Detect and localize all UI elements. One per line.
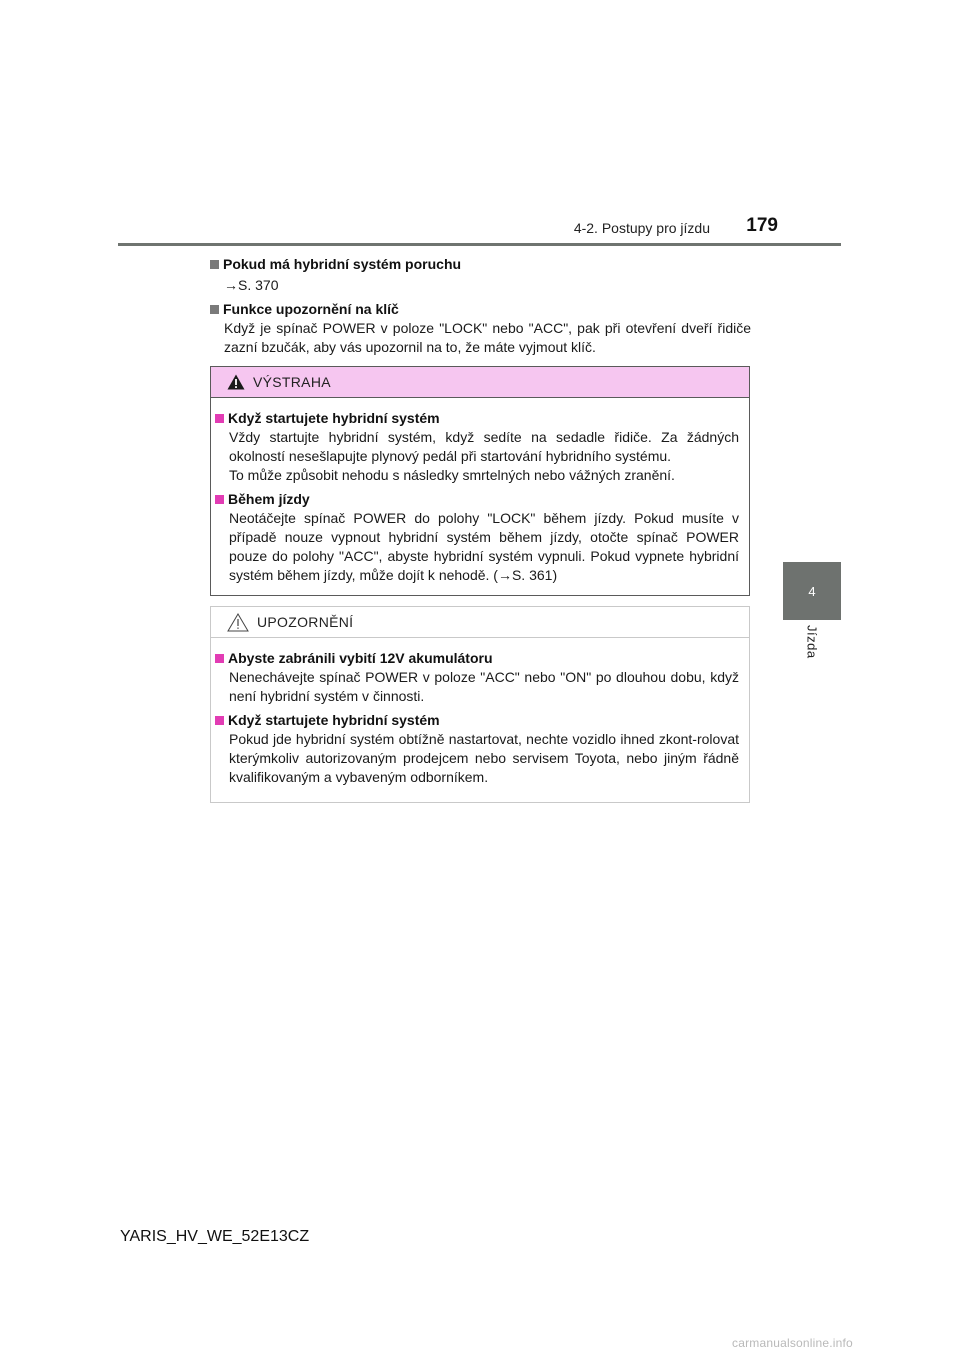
- warning-item-start: [215, 408, 739, 485]
- warning-triangle-outline-icon: [227, 613, 249, 632]
- heading-text: Abyste zabránili vybití 12V akumulátoru: [228, 650, 493, 666]
- caution-box: [210, 606, 750, 803]
- page-number: 179: [746, 215, 778, 236]
- heading-text: Pokud má hybridní systém poruchu: [223, 256, 462, 272]
- intro-heading-malfunction: [210, 254, 751, 274]
- caution-heading-battery: [215, 648, 739, 668]
- warning-triangle-icon: [227, 374, 245, 390]
- caution-label: UPOZORNĚNÍ: [257, 614, 354, 630]
- warning-heading-start: [215, 408, 739, 428]
- square-bullet-icon: [215, 654, 224, 663]
- caution-item-battery: [215, 648, 739, 706]
- square-bullet-icon: [215, 495, 224, 504]
- caution-heading-start: [215, 710, 739, 730]
- header-rule: [118, 243, 841, 246]
- chapter-tab: [783, 562, 841, 620]
- caution-item-start: [215, 710, 739, 787]
- page-reference: →S. 370: [224, 277, 279, 293]
- square-bullet-icon: [210, 260, 219, 269]
- intro-heading-key-reminder: [210, 299, 751, 319]
- heading-text: Když startujete hybridní systém: [228, 410, 440, 426]
- square-bullet-icon: [215, 414, 224, 423]
- paragraph: To může způsobit nehodu s následky smrtelných nebo vážných zranění.: [229, 467, 675, 483]
- chapter-number: 4: [808, 583, 816, 599]
- intro-item-malfunction: [210, 254, 751, 296]
- paragraph: Když je spínač POWER v poloze "LOCK" nebo "ACC", pak při otevření dveří řidiče zazní bzučák, aby vás upozornil na to, že máte vyjmout klíč.: [224, 320, 751, 355]
- watermark: carmanualsonline.info: [732, 1336, 853, 1350]
- warning-box: [210, 366, 750, 596]
- warning-body: [211, 398, 749, 585]
- heading-text: Funkce upozornění na klíč: [223, 301, 399, 317]
- intro-item-key-reminder: [210, 299, 751, 357]
- warning-label: VÝSTRAHA: [253, 374, 331, 390]
- document-code: YARIS_HV_WE_52E13CZ: [120, 1228, 310, 1245]
- warning-header: [211, 367, 749, 398]
- paragraph: Vždy startujte hybridní systém, když sedíte na sedadle řidiče. Za žádných okolností nesešlapujte plynový pedál při startování hybridního systému.: [229, 429, 739, 464]
- square-bullet-icon: [210, 305, 219, 314]
- warning-item-driving: [215, 489, 739, 585]
- caution-body: [211, 638, 749, 787]
- warning-heading-driving: [215, 489, 739, 509]
- caution-header: [211, 607, 749, 638]
- paragraph: Nenechávejte spínač POWER v poloze "ACC" nebo "ON" po dlouhou dobu, když není hybridní systém v činnosti.: [229, 669, 739, 704]
- heading-text: Když startujete hybridní systém: [228, 712, 440, 728]
- heading-text: Během jízdy: [228, 491, 310, 507]
- chapter-side-label: [783, 625, 841, 659]
- paragraph: Neotáčejte spínač POWER do polohy "LOCK" během jízdy. Pokud musíte v případě nouze vypnout hybridní systém během jízdy, otočte spínač POWER pouze do polohy "ACC", abyste hybridní systém vypnuli. Pokud vypnete hybridní systém během jízdy, může dojít k nehodě. (→S. 361): [229, 510, 739, 583]
- intro-content: [210, 254, 751, 360]
- section-title: 4-2. Postupy pro jízdu: [573, 220, 710, 236]
- chapter-name: Jízda: [804, 625, 820, 659]
- paragraph: Pokud jde hybridní systém obtížně nastartovat, nechte vozidlo ihned zkont-rolovat kterýmkoliv autorizovaným prodejcem nebo servisem Toyota, nebo jiným řádně kvalifikovaným a vybaveným odborníkem.: [229, 731, 739, 785]
- square-bullet-icon: [215, 716, 224, 725]
